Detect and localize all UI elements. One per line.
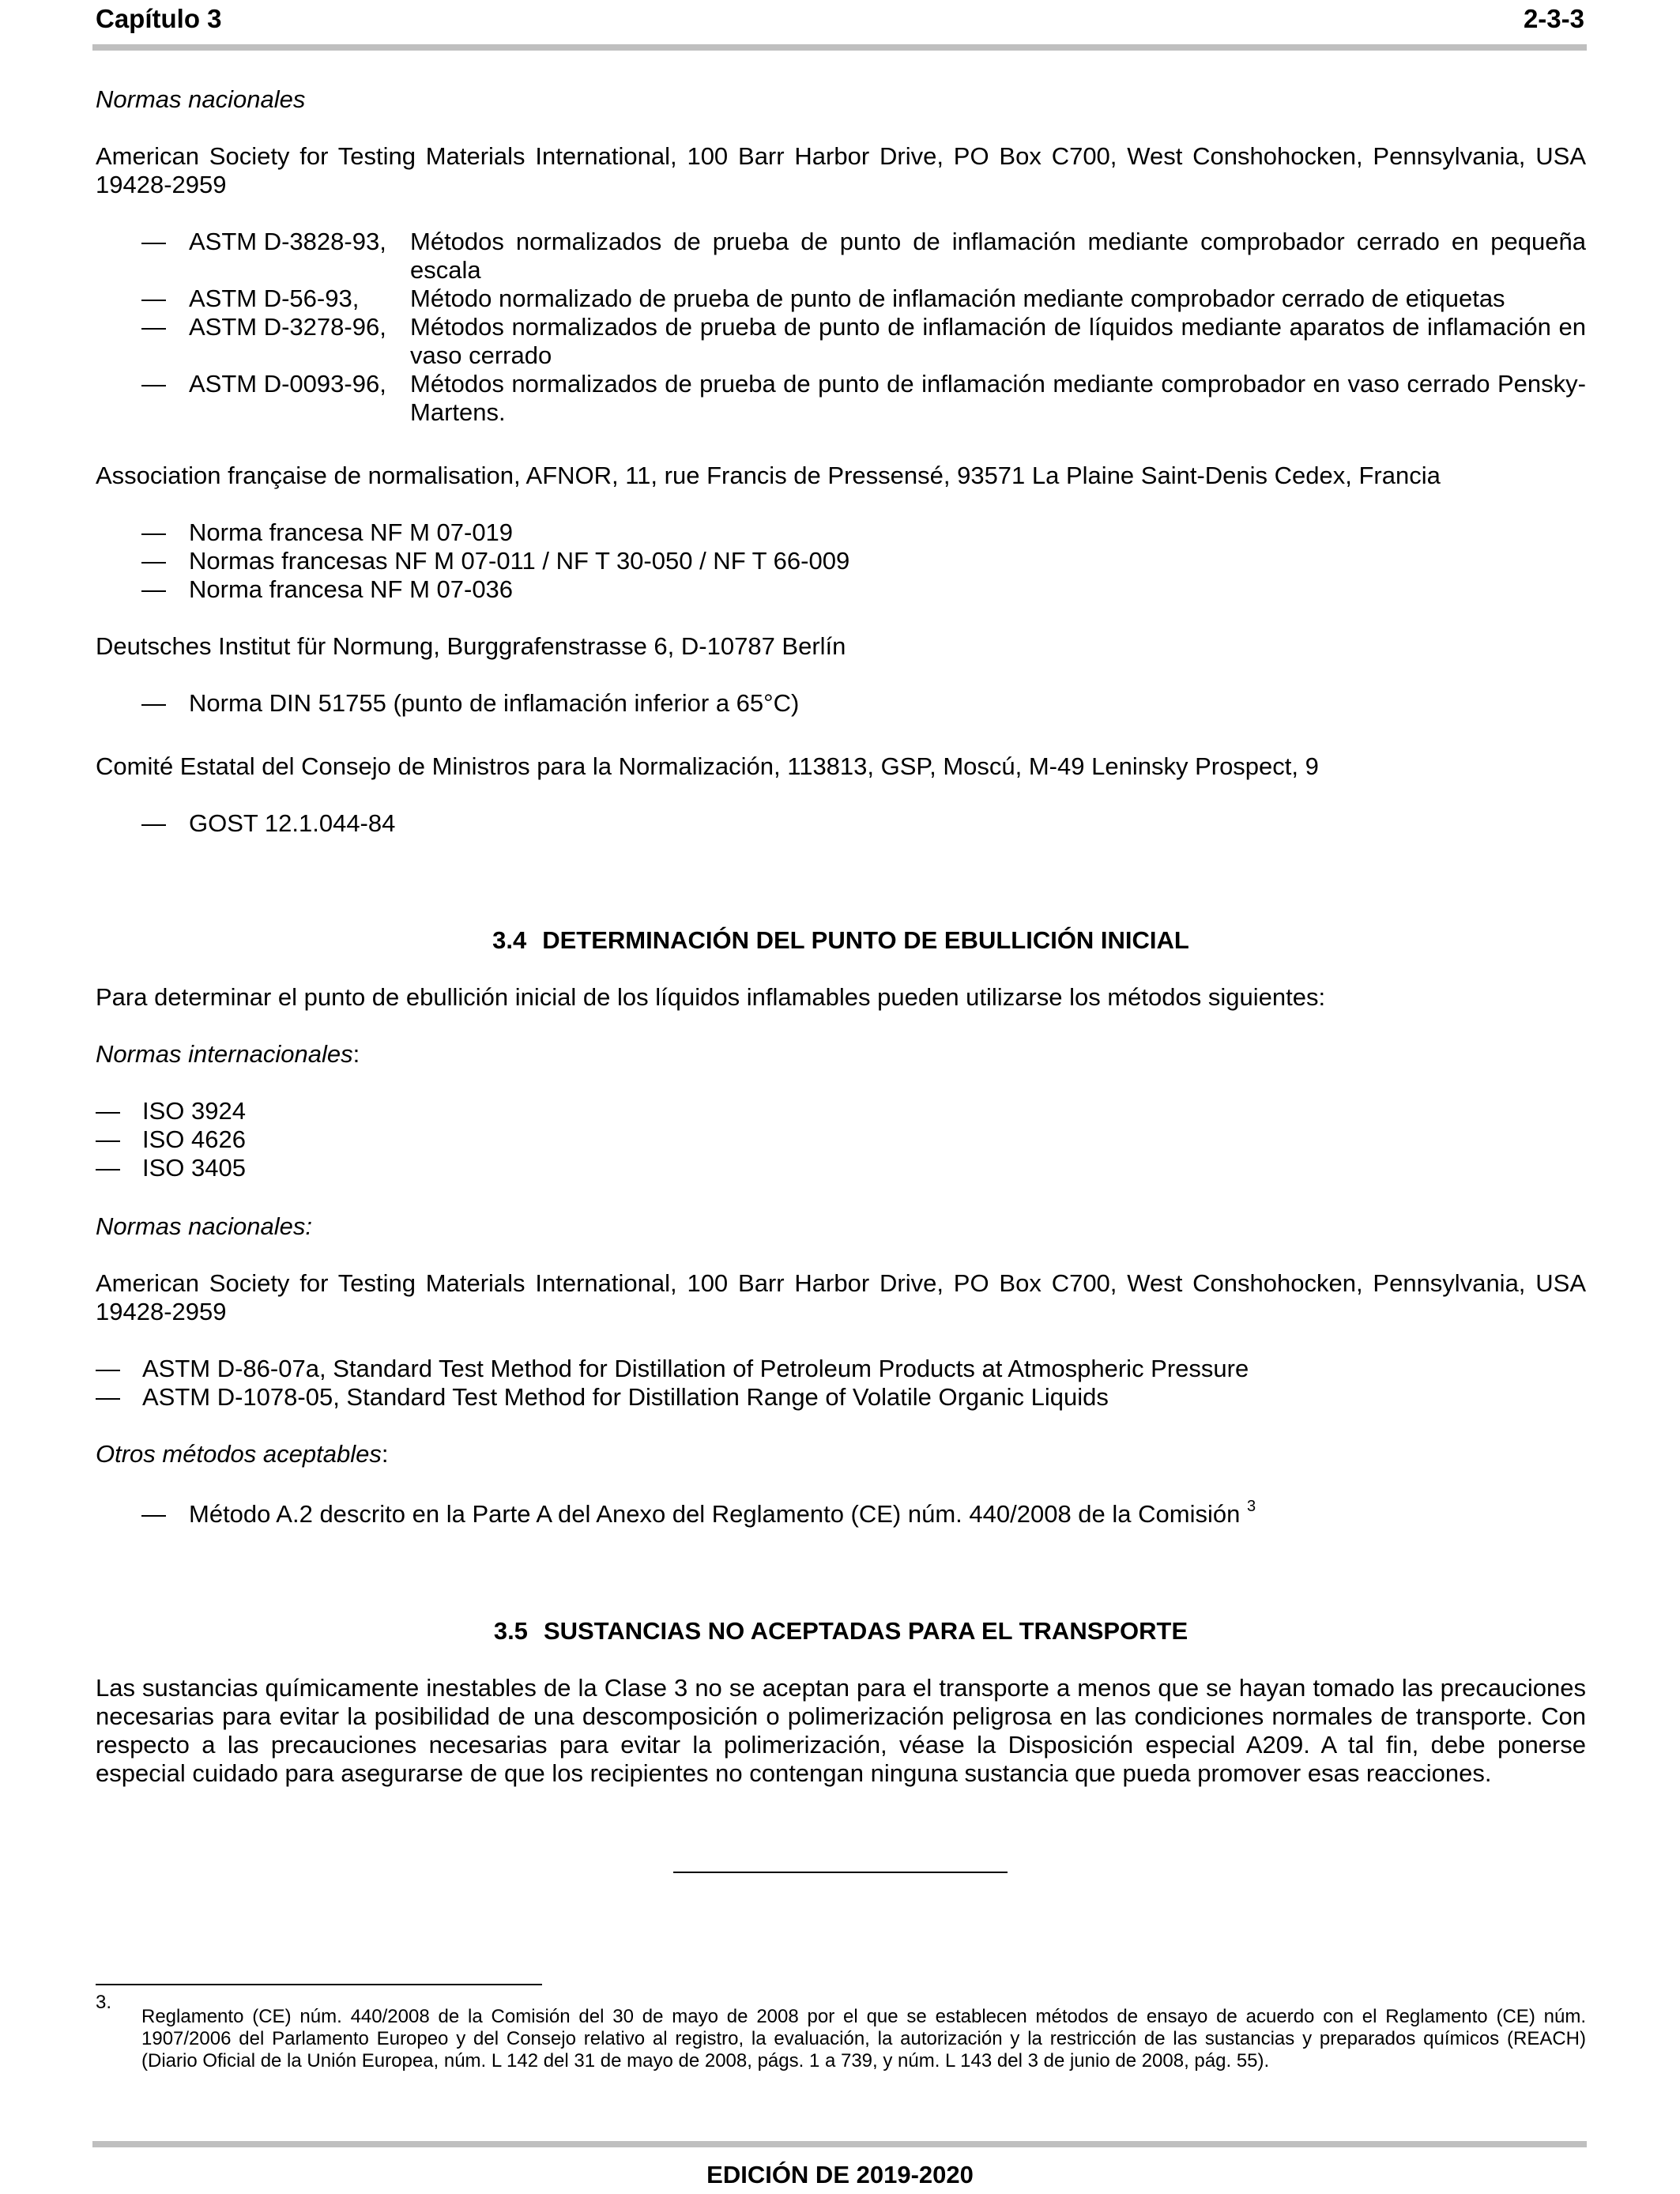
standard-code: ASTM D-56-93, — [189, 285, 360, 312]
list-item: — ASTM D-3278-96, Métodos normalizados de prueba de punto de inflamación de líquidos mediante aparatos de inflamación en vaso cerrado — [141, 313, 1586, 369]
list-item: — ASTM D-1078-05, Standard Test Method for Distillation Range of Volatile Organic Liquids — [96, 1383, 1109, 1411]
header-rule — [92, 44, 1587, 51]
list-item: — ASTM D-56-93, Método normalizado de prueba de punto de inflamación mediante comprobador cerrado de etiquetas — [96, 285, 1586, 313]
edition-footer: EDICIÓN DE 2019-2020 — [706, 2161, 974, 2188]
footnote-reference: 3 — [1246, 1498, 1256, 1515]
standard-desc: Métodos normalizados de prueba de punto de inflamación de líquidos mediante aparatos de inflamación en vaso cerrado — [410, 313, 1586, 369]
section-3-5-heading: 3.5 SUSTANCIAS NO ACEPTADAS PARA EL TRANSPORTE — [493, 1617, 1188, 1645]
afnor-organization: Association française de normalisation, AFNOR, 11, rue Francis de Pressensé, 93571 La Plaine Saint-Denis Cedex, Francia — [96, 462, 1441, 489]
list-item: — ISO 4626 — [96, 1125, 246, 1153]
national-standards-label-2: Normas nacionales: — [96, 1212, 312, 1240]
standard-desc: Método normalizado de prueba de punto de inflamación mediante comprobador cerrado de etiquetas — [410, 285, 1505, 312]
list-item: — ASTM D-3828-93, Métodos normalizados de prueba de punto de inflamación mediante comprobador cerrado en pequeña escala — [141, 228, 1586, 284]
afnor-list — [96, 518, 1586, 604]
list-item: — Norma DIN 51755 (punto de inflamación inferior a 65°C) — [141, 689, 800, 717]
other-methods-list — [96, 1500, 1586, 1529]
standard-code: ASTM D-3278-96, — [189, 313, 386, 341]
section-3-5-body: Las sustancias químicamente inestables de la Clase 3 no se aceptan para el transporte a menos que se hayan tomado las precauciones necesarias para evitar la posibilidad de una descomposición o polimerización peligrosa en las condiciones normales de transporte. Con respecto a las precauciones necesarias para evitar la polimerización, véase la Disposición especial A209. A tal fin, debe ponerse especial cuidado para asegurarse de que los recipientes no contengan ninguna sustancia que pueda promover esas reacciones. — [96, 1674, 1586, 1787]
list-item: — Normas francesas NF M 07-011 / NF T 30-050 / NF T 66-009 — [141, 547, 850, 575]
list-item: — ASTM D-0093-96, Métodos normalizados de prueba de punto de inflamación mediante comprobador en vaso cerrado Pensky-Martens. — [141, 370, 1586, 426]
iso-list — [96, 1097, 1586, 1182]
astm-organization-2: American Society for Testing Materials International, 100 Barr Harbor Drive, PO Box C700, West Conshohocken, Pennsylvania, USA 19428-2959 — [96, 1269, 1586, 1325]
standard-code: ASTM D-0093-96, — [189, 370, 386, 398]
section-end-rule — [673, 1872, 1008, 1873]
footnote-text: Reglamento (CE) núm. 440/2008 de la Comisión del 30 de mayo de 2008 por el que se establecen métodos de ensayo de acuerdo con el Reglamento (CE) núm. 1907/2006 del Parlamento Europeo y del Consejo relativo al registro, la evaluación, la autorización y la restricción de las sustancias y preparados químicos (REACH) (Diario Oficial de la Unión Europea, núm. L 142 del 31 de mayo de 2008, págs. 1 a 739, y núm. L 143 del 3 de junio de 2008, pág. 55). — [141, 2006, 1586, 2071]
page-number: 2-3-3 — [1523, 4, 1584, 33]
main-content — [96, 85, 1586, 1788]
list-item: — Norma francesa NF M 07-019 — [141, 518, 514, 546]
standard-code: ASTM D-3828-93, — [189, 228, 386, 255]
din-list — [96, 689, 1586, 718]
astm-organization: American Society for Testing Materials International, 100 Barr Harbor Drive, PO Box C700, West Conshohocken, Pennsylvania, USA 19428-2959 — [96, 142, 1586, 198]
other-methods-label: Otros métodos aceptables: — [96, 1440, 389, 1468]
section-3-4-intro: Para determinar el punto de ebullición inicial de los líquidos inflamables pueden utilizarse los métodos siguientes: — [96, 983, 1326, 1011]
list-item: — ISO 3405 — [96, 1154, 246, 1182]
din-organization: Deutsches Institut für Normung, Burggrafenstrasse 6, D-10787 Berlín — [96, 632, 846, 660]
footnote-mark: 3. — [96, 1992, 112, 2013]
section-3-4-heading: 3.4 DETERMINACIÓN DEL PUNTO DE EBULLICIÓN INICIAL — [492, 926, 1189, 954]
footnote — [96, 1992, 1586, 2072]
astm-boiling-list — [96, 1355, 1586, 1412]
chapter-label: Capítulo 3 — [96, 4, 222, 33]
national-standards-label: Normas nacionales — [96, 85, 306, 113]
gost-list — [96, 809, 1586, 838]
astm-flash-list — [96, 228, 1586, 427]
standard-desc: Métodos normalizados de prueba de punto de inflamación mediante comprobador en vaso cerrado Pensky-Martens. — [410, 370, 1586, 426]
list-item: — ASTM D-86-07a, Standard Test Method for Distillation of Petroleum Products at Atmospheric Pressure — [96, 1355, 1249, 1382]
list-item: — ISO 3924 — [96, 1097, 246, 1125]
list-item: — Norma francesa NF M 07-036 — [141, 575, 514, 603]
international-standards-label: Normas internacionales: — [96, 1040, 360, 1068]
footer-rule — [92, 2141, 1587, 2147]
list-item: — GOST 12.1.044-84 — [141, 809, 396, 837]
standard-desc: Métodos normalizados de prueba de punto de inflamación mediante comprobador cerrado en pequeña escala — [410, 228, 1586, 284]
list-item: — Método A.2 descrito en la Parte A del Anexo del Reglamento (CE) núm. 440/2008 de la Comisión $^3$ — [141, 1498, 1256, 1528]
gost-organization: Comité Estatal del Consejo de Ministros para la Normalización, 113813, GSP, Moscú, M-49 Leninsky Prospect, 9 — [96, 752, 1319, 780]
footnote-rule — [96, 1984, 542, 1985]
